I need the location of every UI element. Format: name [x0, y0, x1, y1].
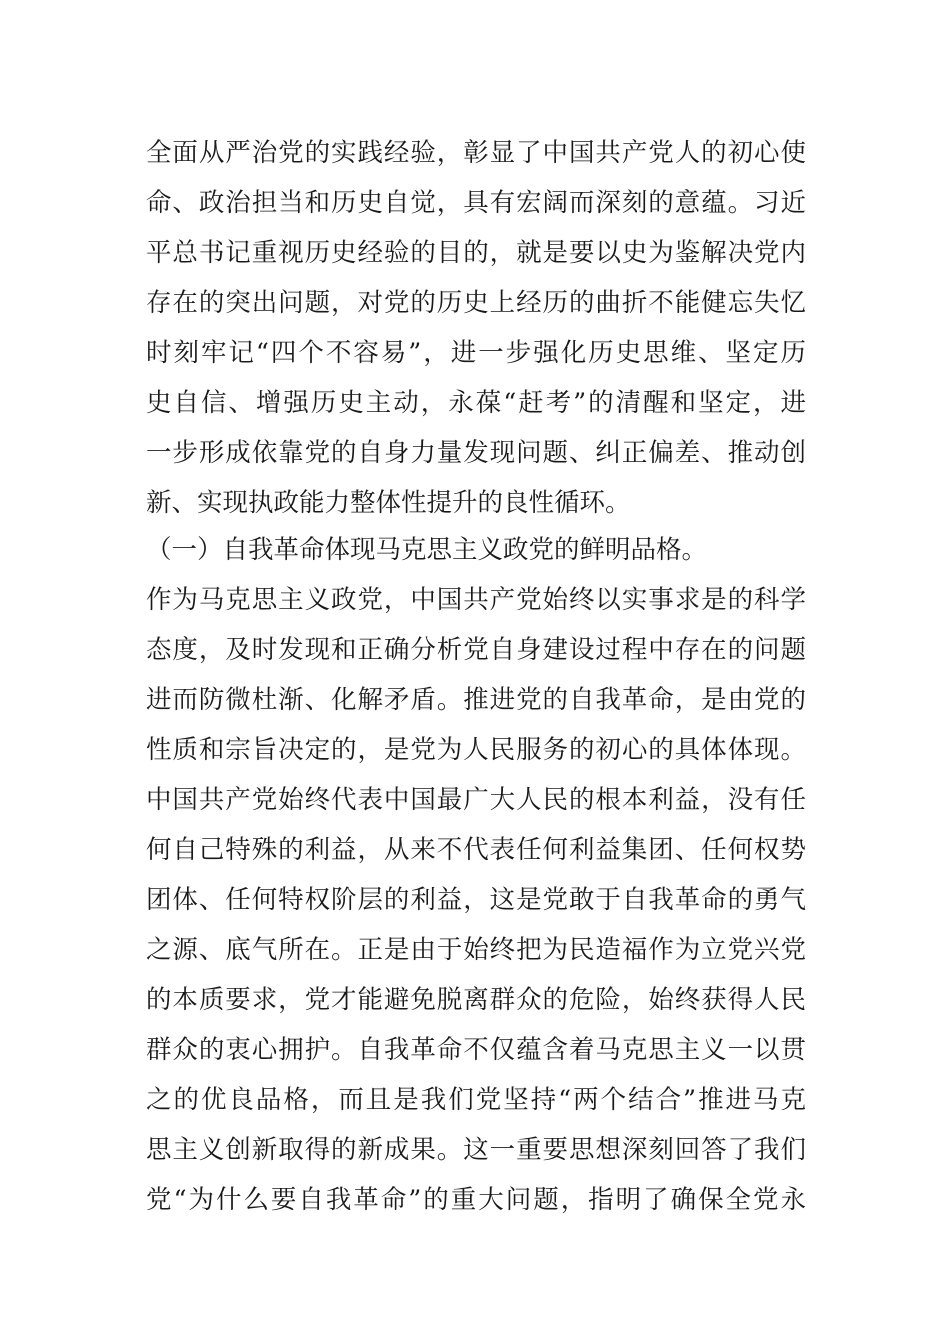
paragraph-2-line-6: 何自己特殊的利益，从来不代表任何利益集团、任何权势	[146, 835, 806, 865]
paragraph-2-line-5: 中国共产党始终代表中国最广大人民的根本利益，没有任	[146, 785, 806, 815]
paragraph-2-line-12: 思主义创新取得的新成果。这一重要思想深刻回答了我们	[146, 1135, 806, 1165]
paragraph-1-line-1: 全面从严治党的实践经验，彰显了中国共产党人的初心使	[146, 138, 806, 168]
paragraph-1-line-7: 一步形成依靠党的自身力量发现问题、纠正偏差、推动创	[146, 438, 806, 468]
paragraph-2-line-4: 性质和宗旨决定的，是党为人民服务的初心的具体体现。	[146, 735, 806, 765]
paragraph-2-line-8: 之源、底气所在。正是由于始终把为民造福作为立党兴党	[146, 935, 806, 965]
paragraph-2-line-11: 之的优良品格，而且是我们党坚持“两个结合”推进马克	[146, 1085, 806, 1115]
paragraph-1-line-2: 命、政治担当和历史自觉，具有宏阔而深刻的意蕴。习近	[146, 188, 806, 218]
paragraph-2-line-9: 的本质要求，党才能避免脱离群众的危险，始终获得人民	[146, 985, 806, 1015]
paragraph-2-line-10: 群众的衷心拥护。自我革命不仅蕴含着马克思主义一以贯	[146, 1035, 806, 1065]
paragraph-2-line-2: 态度，及时发现和正确分析党自身建设过程中存在的问题	[146, 635, 806, 665]
paragraph-1-line-5: 时刻牢记“四个不容易”，进一步强化历史思维、坚定历	[146, 338, 806, 368]
paragraph-1-line-4: 存在的突出问题，对党的历史上经历的曲折不能健忘失忆	[146, 288, 806, 318]
paragraph-1-line-6: 史自信、增强历史主动，永葆“赶考”的清醒和坚定，进	[146, 388, 806, 418]
paragraph-1-line-8: 新、实现执政能力整体性提升的良性循环。	[146, 488, 631, 518]
paragraph-1-line-3: 平总书记重视历史经验的目的，就是要以史为鉴解决党内	[146, 238, 806, 268]
paragraph-2-line-3: 进而防微杜渐、化解矛盾。推进党的自我革命，是由党的	[146, 685, 806, 715]
paragraph-2-line-1: 作为马克思主义政党，中国共产党始终以实事求是的科学	[146, 585, 806, 615]
section-heading: （一）自我革命体现马克思主义政党的鲜明品格。	[146, 535, 708, 565]
paragraph-2-line-13: 党“为什么要自我革命”的重大问题，指明了确保全党永	[146, 1185, 806, 1215]
paragraph-2-line-7: 团体、任何特权阶层的利益，这是党敢于自我革命的勇气	[146, 885, 806, 915]
